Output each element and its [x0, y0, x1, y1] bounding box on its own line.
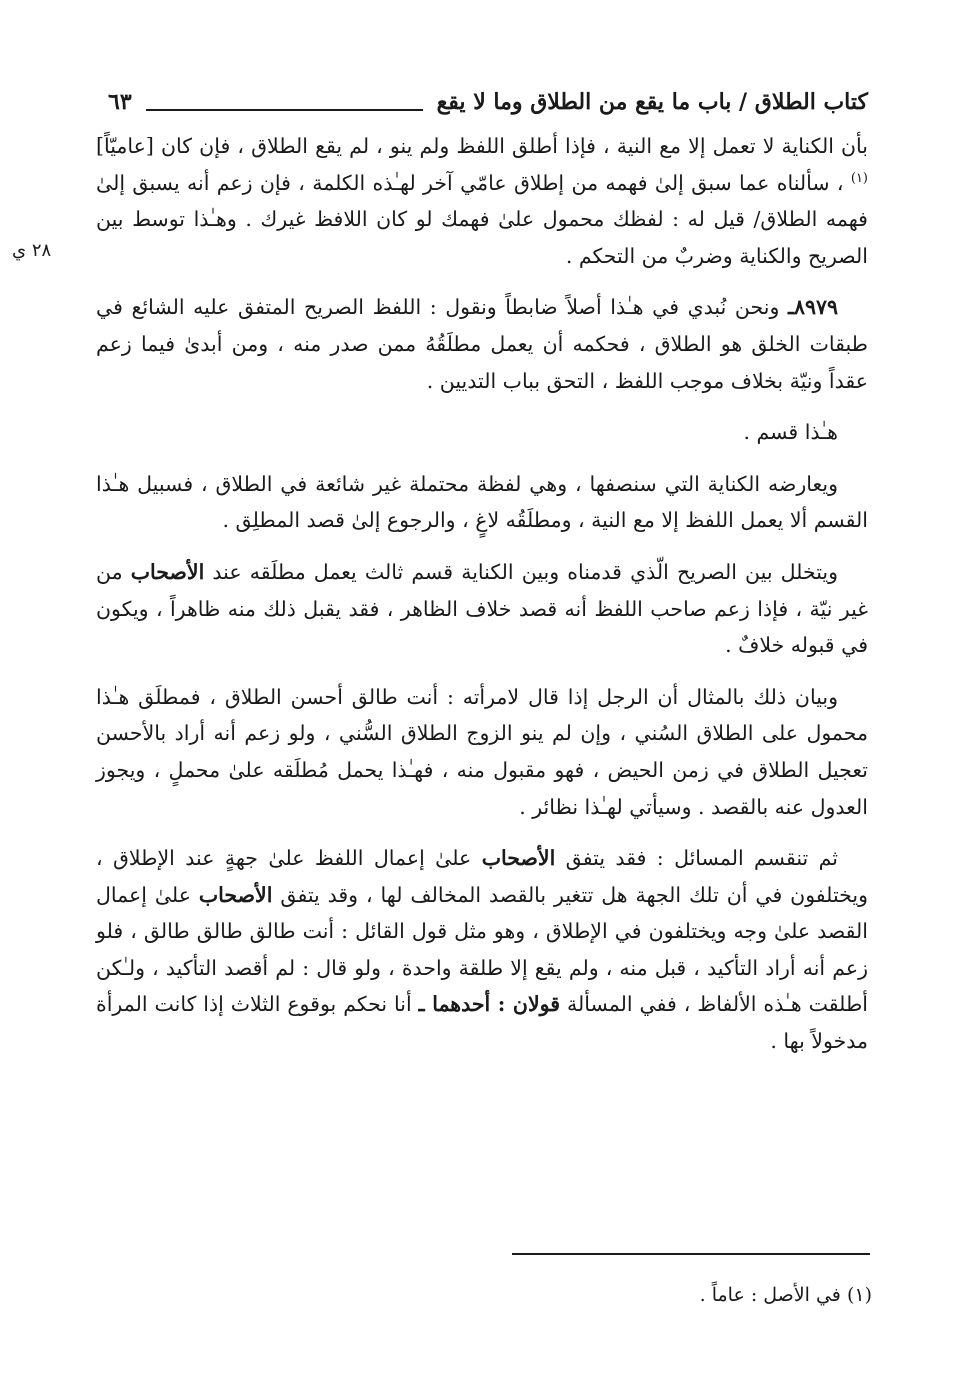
paragraph-1 — [96, 128, 868, 274]
paragraph-5-text-b: من غير نيّة ، فإذا زعم صاحب اللفظ أنه قصد خلاف الظاهر ، فقد يقبل ذلك منه ظاهراً ، ويكون في قبوله خلافٌ . — [96, 559, 868, 658]
chapter-title: كتاب الطلاق / باب ما يقع من الطلاق وما لا يقع — [436, 89, 868, 115]
margin-note: ٢٨ ي — [12, 240, 52, 261]
paragraph-7-bold-term-3: قولان : أحدهما ـ — [418, 992, 561, 1017]
paragraph-7-text-c: علىٰ إعمال القصد علىٰ وجه ويختلفون في الإطلاق ، وهو مثل قول القائل : أنت طالق طالق طالق ، فلو زعم أنه أراد التأكيد ، قبل منه ، ولم يقع إلا طلقة واحدة ، ولو قال : لم أقصد التأكيد ، ولـٰكن أطلقت هـٰذه الألفاظ ، ففي المسألة — [96, 882, 868, 1017]
footnote — [420, 1280, 872, 1310]
paragraph-2 — [96, 289, 868, 399]
paragraph-7-bold-term-1: الأصحاب — [481, 846, 556, 871]
paragraph-7-text-a: ثم تنقسم المسائل : فقد يتفق — [555, 846, 838, 871]
paragraph-5 — [96, 554, 868, 664]
page-number: ٦٣ — [108, 89, 132, 115]
paragraph-7-text-b: علىٰ إعمال اللفظ علىٰ جهةٍ عند الإطلاق ، ويختلفون في أن تلك الجهة هل تتغير بالقصد المخالف لها ، وقد يتفق — [96, 846, 868, 907]
footnote-text: في الأصل : عاماً . — [699, 1284, 841, 1306]
paragraph-7 — [96, 840, 868, 1060]
paragraph-6: وبيان ذلك بالمثال أن الرجل إذا قال لامرأته : أنت طالق أحسن الطلاق ، فمطلَق هـٰذا محمول على الطلاق السُني ، وإن لم ينو الزوج الطلاق السُّني ، ولو زعم أنه أراد بالأحسن تعجيل الطلاق في زمن الحيض ، فهو مقبول منه ، فهـٰذا يحمل مُطلَقه علىٰ محملٍ ، ويجوز العدول عنه بالقصد . وسيأتي لهـٰذا نظائر . — [96, 684, 868, 819]
footnote-number: (١) — [846, 1284, 872, 1306]
paragraph-7-bold-term-2: الأصحاب — [198, 882, 273, 907]
paragraph-4: ويعارضه الكناية التي سنصفها ، وهي لفظة محتملة غير شائعة في الطلاق ، فسبيل هـٰذا القسم ألا يعمل اللفظ إلا مع النية ، ومطلَقُه لاغٍ ، والرجوع إلىٰ قصد المطلِق . — [96, 471, 868, 533]
paragraph-5-text-a: ويتخلل بين الصريح الّذي قدمناه وبين الكناية قسم ثالث يعمل مطلَقه عند — [204, 559, 838, 584]
footnote-separator — [512, 1253, 870, 1255]
main-text — [96, 128, 868, 1075]
paragraph-1-text-b: ، سألناه عما سبق إلىٰ فهمه من إطلاق عامّي آخر لهـٰذه الكلمة ، فإن زعم أنه يسبق إلىٰ فهمه الطلاق/ قيل له : لفظك محمول علىٰ فهمك لو كان اللافظ غيرك . وهـٰذا توسط بين الصريح والكناية وضربٌ من التحكم . — [96, 170, 868, 268]
paragraph-number: ٨٩٧٩ـ — [787, 295, 838, 320]
paragraph-5-bold-term: الأصحاب — [130, 559, 205, 584]
running-header — [108, 84, 868, 120]
paragraph-3: هـٰذا قسم . — [743, 420, 838, 445]
paragraph-7-text-d: أنا نحكم بوقوع الثلاث إذا كانت المرأة مدخولاً بها . — [96, 992, 868, 1054]
paragraph-1-text-a: بأن الكناية لا تعمل إلا مع النية ، فإذا أطلق اللفظ ولم ينو ، لم يقع الطلاق ، فإن كان [عاميّاً] — [96, 134, 868, 158]
header-rule — [146, 109, 423, 111]
paragraph-2-text: ونحن نُبدي في هـٰذا أصلاً ضابطاً ونقول : اللفظ الصريح المتفق عليه الشائع في طبقات الخلق هو الطلاق ، فحكمه أن يعمل مطلَقُهُ ممن صدر منه ، ومن أبدىٰ فيما زعم عقداً ونيّة بخلاف موجب اللفظ ، التحق بباب التديين . — [96, 295, 868, 393]
footnote-reference: (١) — [850, 170, 868, 186]
